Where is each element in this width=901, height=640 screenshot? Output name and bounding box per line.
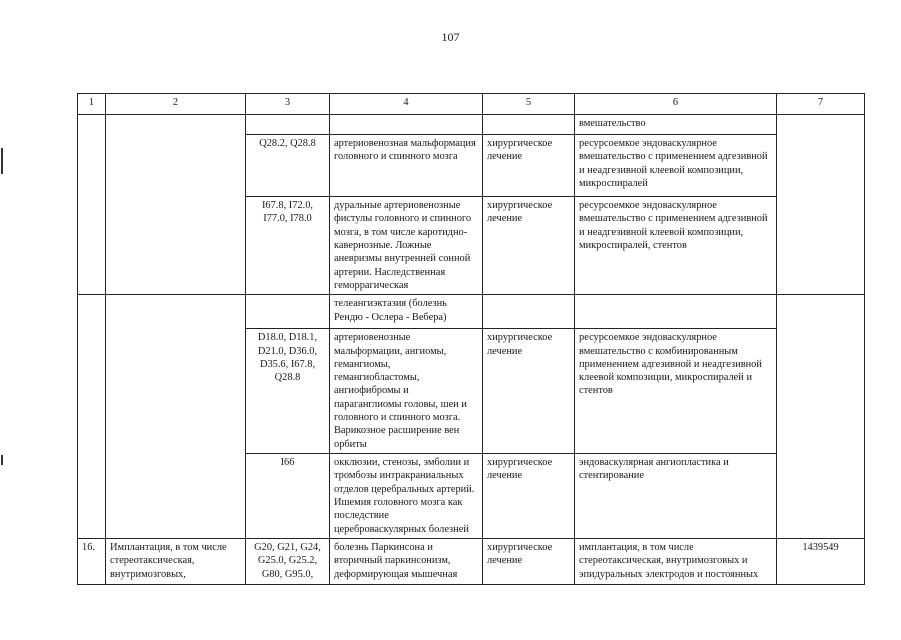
column-number: 6: [575, 94, 777, 115]
cell-disease: телеангиэктазия (болезнь Рендю - Ослера - Вебера): [330, 295, 483, 329]
column-number: 3: [246, 94, 330, 115]
cell-cost: [777, 295, 865, 539]
cell-disease: окклюзии, стенозы, эмболии и тромбозы интракраниальных отделов церебральных артерий. Ишемия головного мозга как последствие цереброваскулярных болезней: [330, 454, 483, 539]
cell-disease: болезнь Паркинсона и вторичный паркинсонизм, деформирующая мышечная: [330, 538, 483, 584]
cell-number: [78, 115, 106, 295]
cell-treatment: хирургическое лечение: [483, 454, 575, 539]
cell-method: имплантация, в том числе стереотаксическая, внутримозговых и эпидуральных электродов и постоянных: [575, 538, 777, 584]
cell-method: [575, 295, 777, 329]
cell-method: ресурсоемкое эндоваскулярное вмешательство с комбинированным применением адгезивной и неадгезивной клеевой композиции, микроспиралей и стентов: [575, 329, 777, 454]
cell-disease: артериовенозные мальформации, ангиомы, гемангиомы, гемангиобластомы, ангиофибромы и параганглиомы головы, шеи и головного и спинного мозга. Варикозное расширение вен орбиты: [330, 329, 483, 454]
cell-name: [106, 115, 246, 295]
cell-codes: D18.0, D18.1, D21.0, D36.0, D35.6, I67.8, Q28.8: [246, 329, 330, 454]
cell-treatment: хирургическое лечение: [483, 135, 575, 197]
column-number-row: [78, 94, 865, 115]
column-number: 2: [106, 94, 246, 115]
cell-treatment: хирургическое лечение: [483, 197, 575, 295]
column-number: 4: [330, 94, 483, 115]
cell-treatment: [483, 115, 575, 135]
cell-codes: [246, 115, 330, 135]
cell-method: вмешательство: [575, 115, 777, 135]
cell-treatment: хирургическое лечение: [483, 538, 575, 584]
cell-number: 16.: [78, 538, 106, 584]
cell-disease: [330, 115, 483, 135]
cell-codes: I67.8, I72.0, I77.0, I78.0: [246, 197, 330, 295]
cell-codes: G20, G21, G24, G25.0, G25.2, G80, G95.0,: [246, 538, 330, 584]
binding-mark: [1, 148, 3, 174]
cell-cost: [777, 115, 865, 295]
cell-method: эндоваскулярная ангиопластика и стентирование: [575, 454, 777, 539]
cell-number: [78, 295, 106, 539]
cell-disease: артериовенозная мальформация головного и спинного мозга: [330, 135, 483, 197]
table-row: [78, 538, 865, 584]
cell-method: ресурсоемкое эндоваскулярное вмешательство с применением адгезивной и неадгезивной клеевой композиции, микроспиралей, стентов: [575, 197, 777, 295]
table-row: [78, 115, 865, 135]
column-number: 1: [78, 94, 106, 115]
cell-name: [106, 295, 246, 539]
page-number: 107: [441, 30, 460, 44]
table-row: [78, 295, 865, 329]
cell-codes: I66: [246, 454, 330, 539]
document-table: [77, 93, 865, 585]
cell-method: ресурсоемкое эндоваскулярное вмешательство с применением адгезивной и неадгезивной клеевой композиции, микроспиралей: [575, 135, 777, 197]
column-number: 7: [777, 94, 865, 115]
cell-codes: Q28.2, Q28.8: [246, 135, 330, 197]
cell-treatment: хирургическое лечение: [483, 329, 575, 454]
cell-treatment: [483, 295, 575, 329]
binding-mark: [1, 455, 3, 465]
column-number: 5: [483, 94, 575, 115]
cell-name: Имплантация, в том числе стереотаксическая, внутримозговых,: [106, 538, 246, 584]
cell-disease: дуральные артериовенозные фистулы головного и спинного мозга, в том числе каротидно-кавернозные. Ложные аневризмы внутренней сонной артерии. Наследственная геморрагическая: [330, 197, 483, 295]
cell-cost: 1439549: [777, 538, 865, 584]
cell-codes: [246, 295, 330, 329]
